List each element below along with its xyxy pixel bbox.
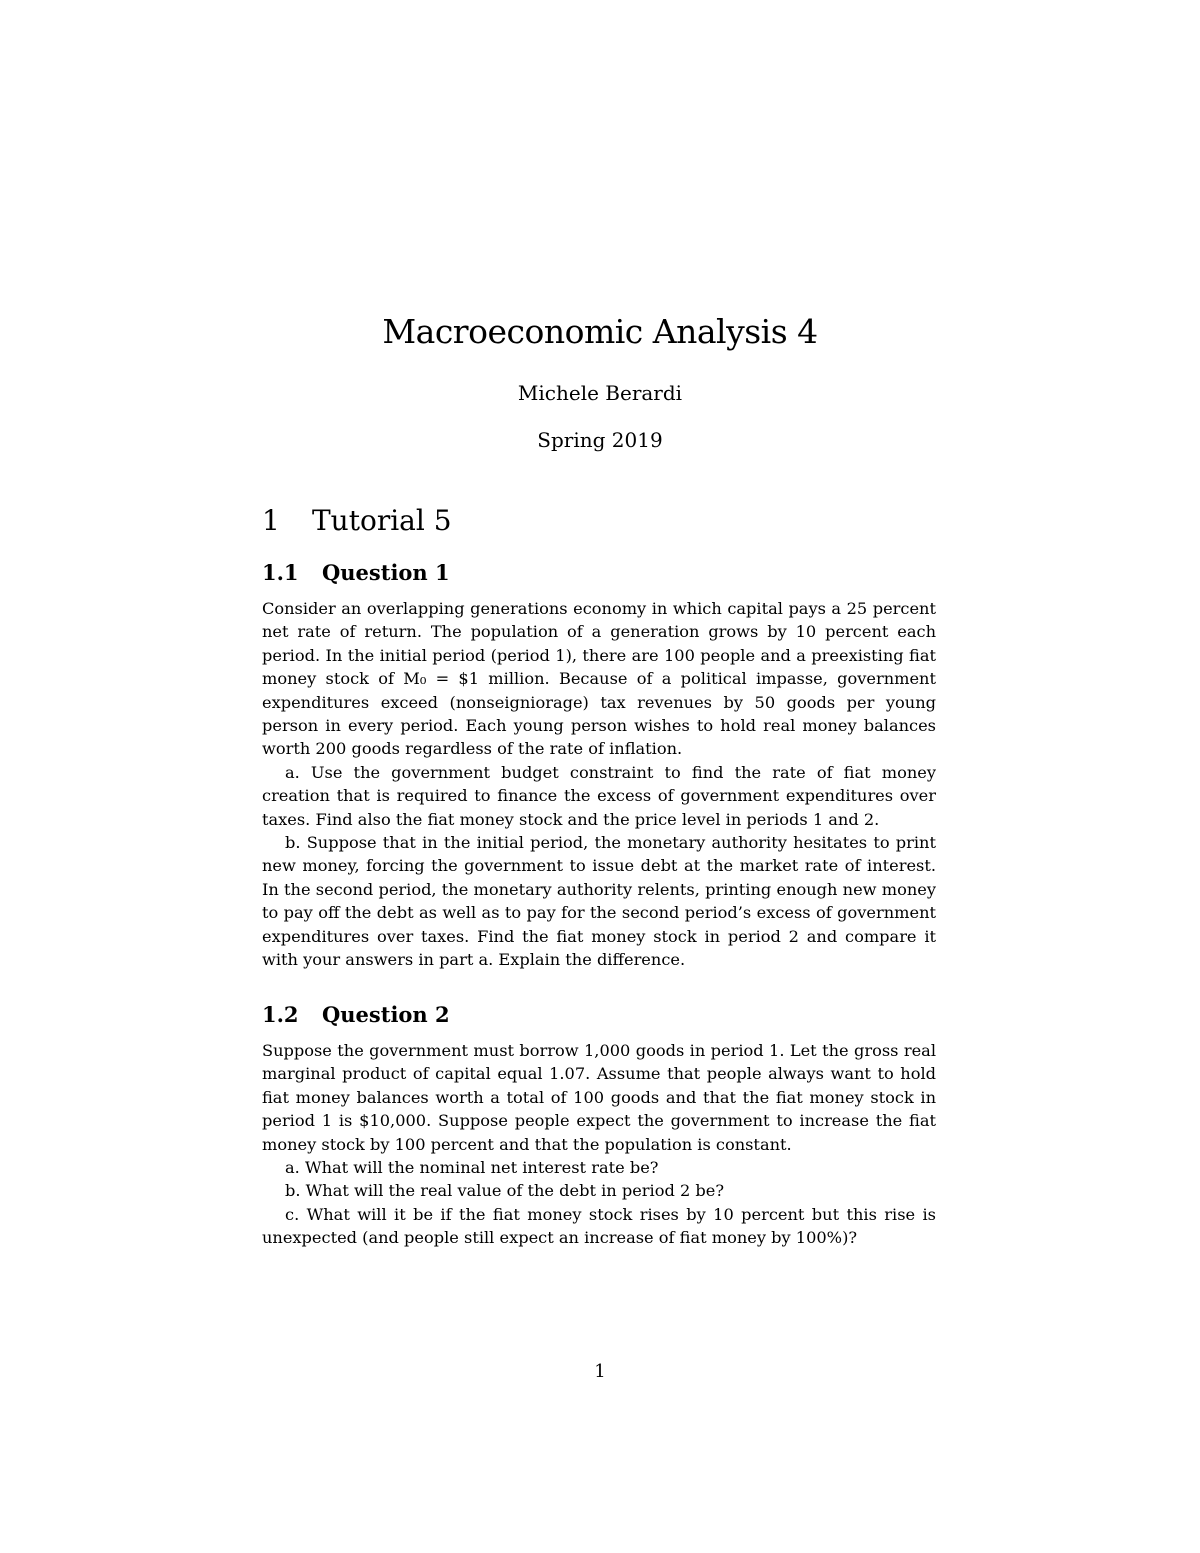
question-1-part-a: a. Use the government budget constraint to find the rate of fiat money creation that is required to finance the excess of government expenditures over taxes. Find also the fiat money stock and the price level in periods 1 and 2.: [262, 762, 936, 829]
question-1-heading: [262, 560, 450, 585]
section-heading: [262, 504, 452, 537]
question-2-part-a: a. What will the nominal net interest rate be?: [285, 1158, 659, 1178]
question-2-number: 1.2: [262, 1002, 299, 1027]
question-2-body: [262, 1039, 936, 1250]
question-1-body: [262, 597, 936, 972]
question-2-part-b: b. What will the real value of the debt in period 2 be?: [285, 1181, 725, 1201]
question-2-title: Question 2: [322, 1002, 450, 1027]
section-number: 1: [262, 504, 280, 537]
question-2-heading: [262, 1002, 450, 1027]
page-number: 1: [594, 1361, 606, 1382]
question-2-part-c: c. What will it be if the fiat money stock rises by 10 percent but this rise is unexpected (and people still expect an increase of fiat money by 100%)?: [262, 1204, 936, 1248]
document-title: Macroeconomic Analysis 4: [382, 312, 818, 351]
question-2-intro: Suppose the government must borrow 1,000 goods in period 1. Let the gross real marginal product of capital equal 1.07. Assume that people always want to hold fiat money balances worth a total of 100 goods and that the fiat money stock in period 1 is $10,000. Suppose people expect the government to increase the fiat money stock by 100 percent and that the population is constant.: [262, 1041, 936, 1154]
question-1-part-b: b. Suppose that in the initial period, the monetary authority hesitates to print new money, forcing the government to issue debt at the market rate of interest. In the second period, the monetary authority relents, printing enough new money to pay off the debt as well as to pay for the second period’s excess of government expenditures over taxes. Find the fiat money stock in period 2 and compare it with your answers in part a. Explain the difference.: [262, 833, 936, 970]
section-title: Tutorial 5: [312, 504, 452, 537]
question-1-intro: Consider an overlapping generations economy in which capital pays a 25 percent net rate of return. The population of a generation grows by 10 percent each period. In the initial period (period 1), there are 100 people and a preexisting fiat money stock of M₀ = $1 million. Because of a political impasse, government expenditures exceed (nonseigniorage) tax revenues by 50 goods per young person in every period. Each young person wishes to hold real money balances worth 200 goods regardless of the rate of inflation.: [262, 599, 936, 759]
question-1-number: 1.1: [262, 560, 299, 585]
document-date: Spring 2019: [537, 428, 663, 452]
document-author: Michele Berardi: [517, 381, 683, 405]
question-1-title: Question 1: [322, 560, 450, 585]
